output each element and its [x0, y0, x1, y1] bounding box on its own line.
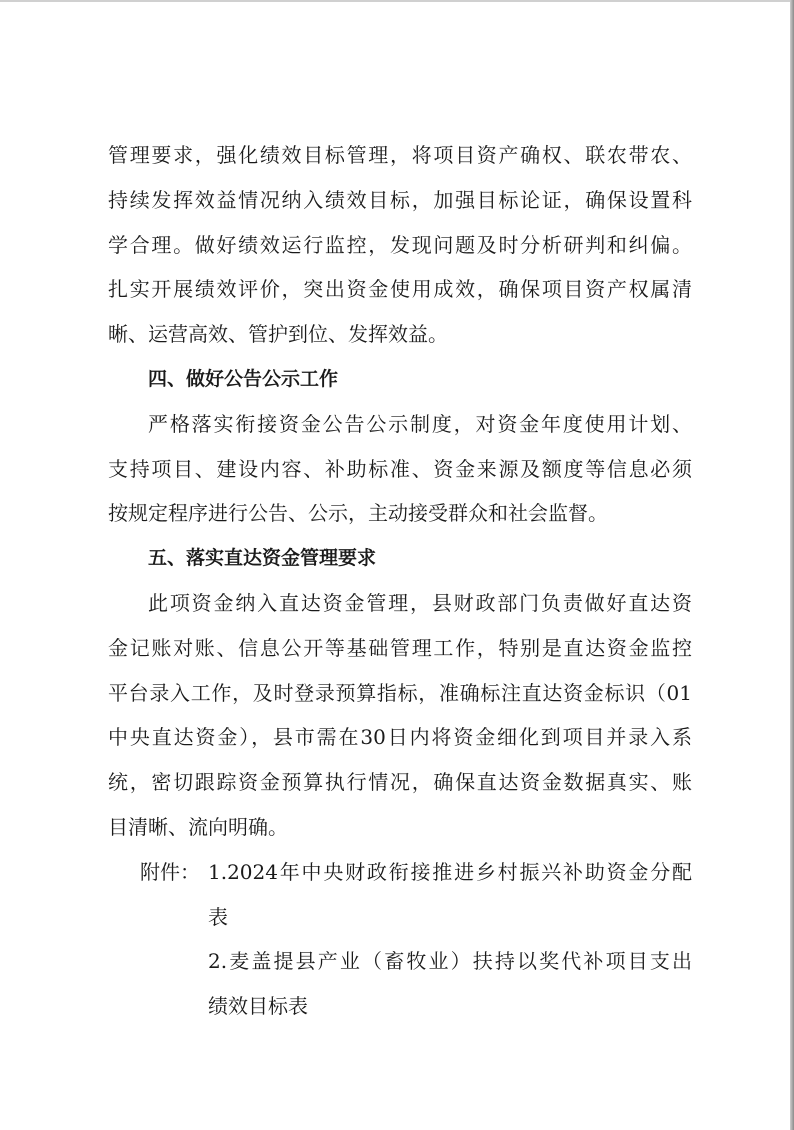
- attachment-line: 绩效目标表: [208, 994, 308, 1019]
- paragraph-direct-funds: [108, 581, 692, 850]
- paragraph-performance: [108, 133, 692, 357]
- text-line: 目清晰、流向明确。: [108, 814, 288, 839]
- text-line: 管理要求，强化绩效目标管理，将项目资产确权、联农带农、: [108, 143, 692, 167]
- section-heading-4: 四、做好公告公示工作: [148, 367, 339, 390]
- text-line: 严格落实衔接资金公告公示制度，对资金年度使用计划、: [148, 411, 692, 436]
- text-line: 金记账对账、信息公开等基础管理工作，特别是直达资金监控: [108, 635, 692, 660]
- text-line: 平台录入工作，及时登录预算指标，准确标注直达资金标识（01: [108, 680, 692, 705]
- document-body: [108, 133, 692, 1030]
- text-line: 支持项目、建设内容、补助标准、资金来源及额度等信息必须: [108, 456, 692, 481]
- text-line: 此项资金纳入直达资金管理，县财政部门负责做好直达资: [148, 590, 692, 615]
- text-line: 学合理。做好绩效运行监控，发现问题及时分析研判和纠偏。: [108, 232, 692, 257]
- text-line: 统，密切跟踪资金预算执行情况，确保直达资金数据真实、账: [108, 770, 692, 795]
- attachment-line: 2.麦盖提县产业（畜牧业）扶持以奖代补项目支出: [208, 949, 692, 974]
- attachment-label: 附件：: [140, 859, 200, 884]
- section-heading-5: 五、落实直达资金管理要求: [148, 547, 377, 570]
- attachment-line: 表: [208, 904, 228, 929]
- page-right-edge: [790, 0, 794, 1130]
- text-line: 晰、运营高效、管护到位、发挥效益。: [108, 322, 448, 347]
- text-line: 按规定程序进行公告、公示，主动接受群众和社会监督。: [108, 501, 608, 526]
- text-line: 中央直达资金），县市需在30日内将资金细化到项目并录入系: [108, 725, 692, 750]
- attachment-item-1: [208, 850, 692, 940]
- text-line: 持续发挥效益情况纳入绩效目标，加强目标论证，确保设置科: [108, 187, 692, 212]
- page-top-edge: [0, 0, 794, 2]
- attachment-item-2: [208, 939, 692, 1029]
- text-line: 扎实开展绩效评价，突出资金使用成效，确保项目资产权属清: [108, 277, 692, 302]
- paragraph-announcement: [108, 402, 692, 536]
- attachment-line: 1.2024年中央财政衔接推进乡村振兴补助资金分配: [208, 859, 692, 884]
- attachments-list: [108, 850, 692, 1030]
